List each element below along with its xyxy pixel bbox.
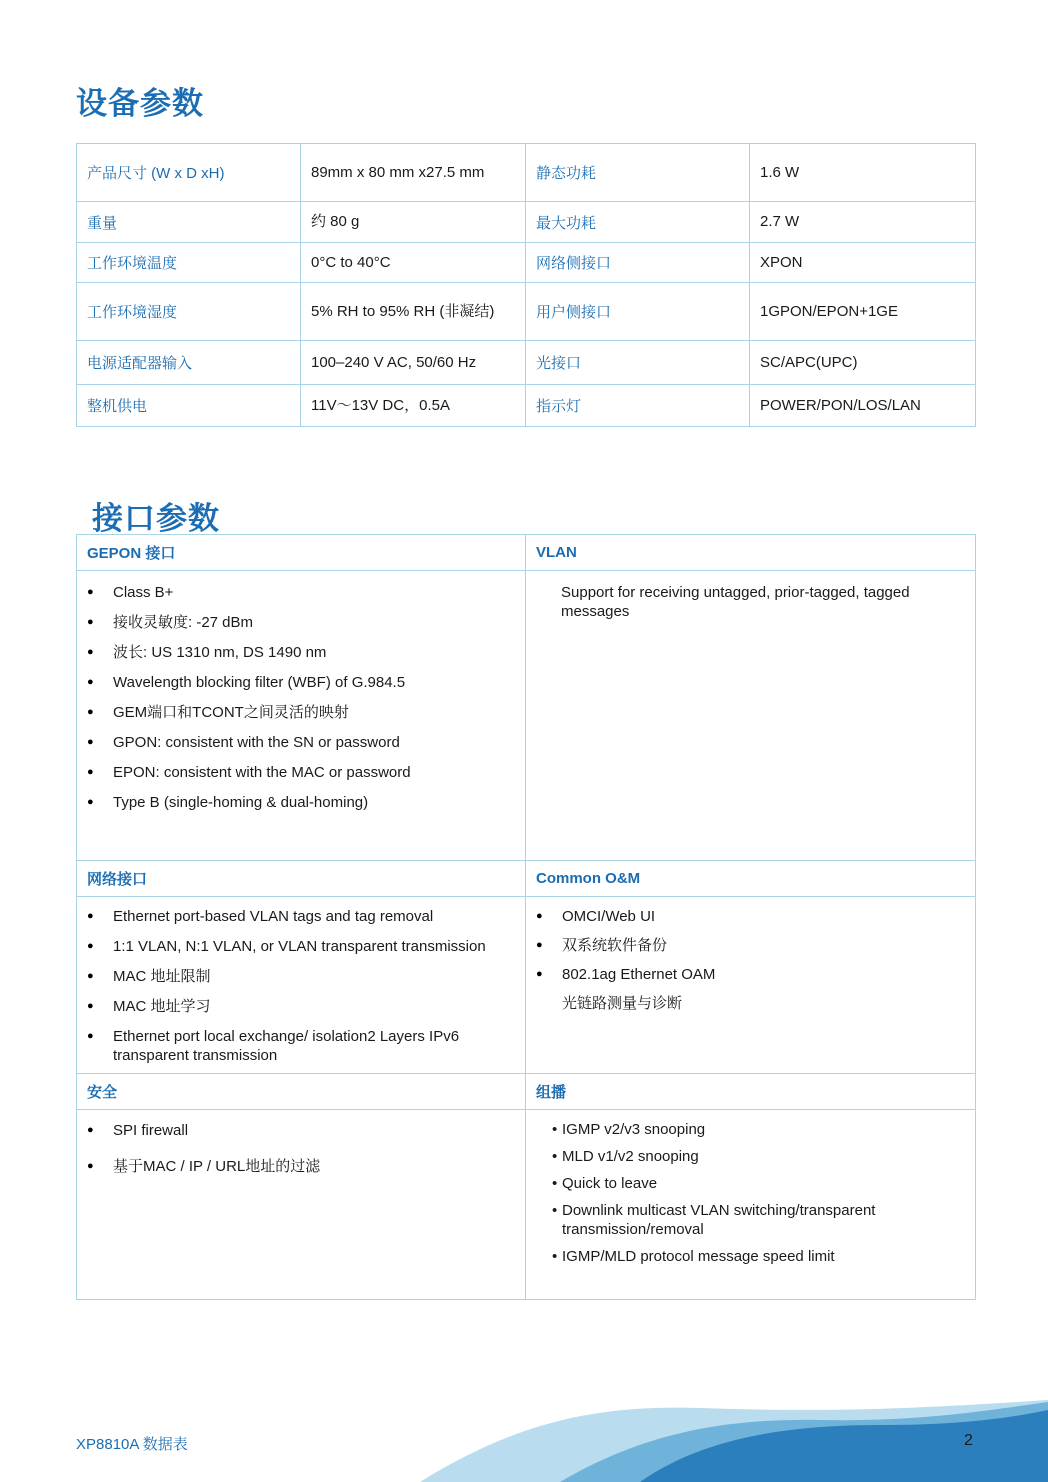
oam-header: Common O&M bbox=[526, 861, 976, 897]
list-item: ● 基于MAC / IP / URL地址的过滤 bbox=[87, 1157, 515, 1176]
oam-cell bbox=[526, 897, 976, 1074]
list-item: ● Wavelength blocking filter (WBF) of G.984.5 bbox=[87, 673, 515, 692]
list-item: ● 波长: US 1310 nm, DS 1490 nm bbox=[87, 643, 515, 662]
security-header: 安全 bbox=[77, 1074, 526, 1110]
spec-label: 工作环境温度 bbox=[77, 243, 301, 283]
spec-label: 静态功耗 bbox=[526, 144, 750, 202]
list-item: ● SPI firewall bbox=[87, 1121, 515, 1140]
spec-label: 工作环境湿度 bbox=[77, 283, 301, 341]
footer-doc-title: XP8810A 数据表 bbox=[76, 1436, 188, 1453]
list-item: • IGMP v2/v3 snooping bbox=[536, 1120, 965, 1139]
spec-value: 约 80 g bbox=[301, 202, 526, 243]
list-item: ● Type B (single-homing & dual-homing) bbox=[87, 793, 515, 812]
multicast-cell bbox=[526, 1110, 976, 1300]
spec-row bbox=[77, 202, 976, 243]
gepon-list bbox=[87, 583, 515, 812]
list-item: • Downlink multicast VLAN switching/transparent transmission/removal bbox=[536, 1201, 965, 1239]
oam-list bbox=[536, 907, 965, 984]
list-item: ● GPON: consistent with the SN or password bbox=[87, 733, 515, 752]
network-header: 网络接口 bbox=[77, 861, 526, 897]
list-item: ● Class B+ bbox=[87, 583, 515, 602]
multicast-header: 组播 bbox=[526, 1074, 976, 1110]
list-item: • Quick to leave bbox=[536, 1174, 965, 1193]
spec-label: 网络侧接口 bbox=[526, 243, 750, 283]
spec-value: 0°C to 40°C bbox=[301, 243, 526, 283]
list-item: ● 接收灵敏度: -27 dBm bbox=[87, 613, 515, 632]
spec-value: 1.6 W bbox=[750, 144, 976, 202]
gepon-cell bbox=[77, 571, 526, 861]
interface-table bbox=[76, 534, 976, 1300]
footer-wave-graphic bbox=[0, 1380, 1048, 1482]
spec-label: 光接口 bbox=[526, 341, 750, 385]
list-item: ● Ethernet port-based VLAN tags and tag removal bbox=[87, 907, 515, 926]
spec-row bbox=[77, 144, 976, 202]
spec-row bbox=[77, 243, 976, 283]
security-cell bbox=[77, 1110, 526, 1300]
security-list bbox=[87, 1121, 515, 1176]
list-item: ● MAC 地址学习 bbox=[87, 997, 515, 1016]
vlan-cell bbox=[526, 571, 976, 861]
spec-label: 整机供电 bbox=[77, 385, 301, 427]
spec-row bbox=[77, 341, 976, 385]
spec-value: 11V～13V DC，0.5A bbox=[301, 385, 526, 427]
list-item: • MLD v1/v2 snooping bbox=[536, 1147, 965, 1166]
spec-label: 重量 bbox=[77, 202, 301, 243]
spec-value: 100–240 V AC, 50/60 Hz bbox=[301, 341, 526, 385]
vlan-header: VLAN bbox=[526, 535, 976, 571]
spec-label: 电源适配器输入 bbox=[77, 341, 301, 385]
spec-value: SC/APC(UPC) bbox=[750, 341, 976, 385]
section-title-device-params: 设备参数 bbox=[76, 86, 204, 121]
list-item: ● GEM端口和TCONT之间灵活的映射 bbox=[87, 703, 515, 722]
spec-label: 产品尺寸 (W x D xH) bbox=[77, 144, 301, 202]
spec-value: 2.7 W bbox=[750, 202, 976, 243]
spec-label: 最大功耗 bbox=[526, 202, 750, 243]
list-item: ● MAC 地址限制 bbox=[87, 967, 515, 986]
spec-row bbox=[77, 283, 976, 341]
spec-value: POWER/PON/LOS/LAN bbox=[750, 385, 976, 427]
list-item: ● OMCI/Web UI bbox=[536, 907, 965, 926]
gepon-header: GEPON 接口 bbox=[77, 535, 526, 571]
spec-value: XPON bbox=[750, 243, 976, 283]
list-item: ● Ethernet port local exchange/ isolation2 Layers IPv6 transparent transmission bbox=[87, 1027, 515, 1065]
spec-value: 5% RH to 95% RH (非凝结) bbox=[301, 283, 526, 341]
list-item: • IGMP/MLD protocol message speed limit bbox=[536, 1247, 965, 1266]
multicast-list bbox=[536, 1120, 965, 1266]
list-item: ● 1:1 VLAN, N:1 VLAN, or VLAN transparent transmission bbox=[87, 937, 515, 956]
spec-label: 用户侧接口 bbox=[526, 283, 750, 341]
spec-table bbox=[76, 143, 976, 427]
section-title-interface-params: 接口参数 bbox=[92, 501, 220, 536]
network-list bbox=[87, 907, 515, 1065]
page-number: 2 bbox=[964, 1432, 973, 1449]
network-cell bbox=[77, 897, 526, 1074]
spec-value: 89mm x 80 mm x27.5 mm bbox=[301, 144, 526, 202]
vlan-text: Support for receiving untagged, prior-tagged, tagged messages bbox=[561, 584, 910, 620]
spec-value: 1GPON/EPON+1GE bbox=[750, 283, 976, 341]
spec-row bbox=[77, 385, 976, 427]
list-item: ● EPON: consistent with the MAC or password bbox=[87, 763, 515, 782]
list-item: ● 双系统软件备份 bbox=[536, 936, 965, 955]
oam-extra: 光链路测量与诊断 bbox=[562, 995, 683, 1012]
list-item: ● 802.1ag Ethernet OAM bbox=[536, 965, 965, 984]
spec-label: 指示灯 bbox=[526, 385, 750, 427]
